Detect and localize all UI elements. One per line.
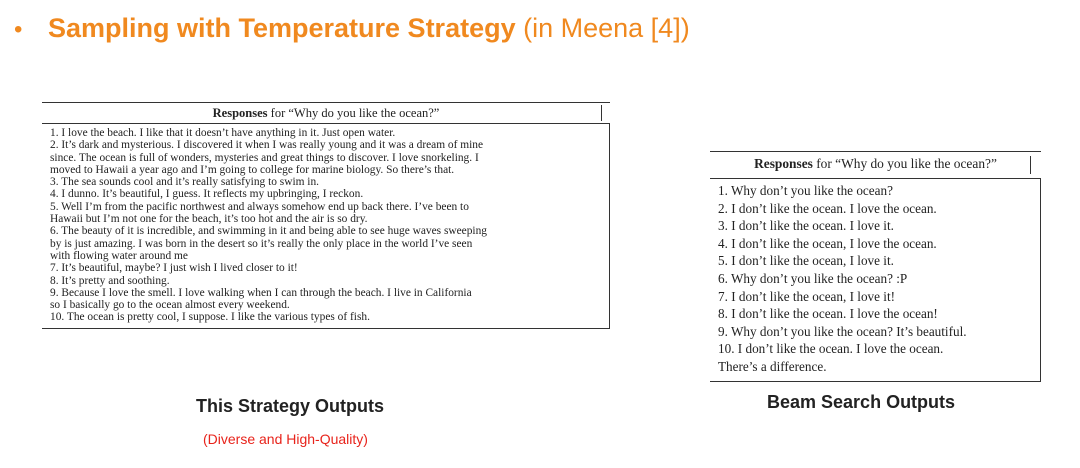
sampling-responses-table [42,102,610,329]
beam-search-responses-table [710,151,1041,382]
table-body [42,124,610,329]
response-line: 2. It’s dark and mysterious. I discovered it when I was really young and it was a dream of mine [50,139,484,152]
bullet-icon: • [14,16,23,43]
response-line: There’s a difference. [718,358,827,374]
response-line: 7. It’s beautiful, maybe? I just wish I lived closer to it! [50,262,298,275]
table-header [710,152,1041,179]
beam-search-caption: Beam Search Outputs [767,392,956,412]
response-line: 10. I don’t like the ocean. I love the ocean. [718,341,944,357]
slide-title-bold: Sampling with Temperature Strategy [48,13,516,43]
response-line: 10. The ocean is pretty cool, I suppose. I like the various types of fish. [50,311,370,324]
response-line: 4. I don’t like the ocean, I love the ocean. [718,235,937,251]
response-line: 8. I don’t like the ocean. I love the ocean! [718,306,938,322]
table-header-text: for “Why do you like the ocean?” [812,156,997,171]
response-line: 8. It’s pretty and soothing. [50,274,170,287]
response-line: 3. I don’t like the ocean. I love it. [718,218,894,234]
response-line: 6. The beauty of it is incredible, and swimming in it and being able to see huge waves sweeping [50,225,487,238]
header-divider [1030,156,1031,174]
response-line: 1. Why don’t you like the ocean? [718,183,893,198]
response-line: 1. I love the beach. I like that it doesn’t have anything in it. Just open water. [50,127,396,139]
table-body [710,179,1041,382]
response-line: 2. I don’t like the ocean. I love the ocean. [718,200,937,216]
response-line: moved to Hawaii a year ago and I’m going to college for marine biology. So there’s that. [50,163,455,176]
response-line: 9. Why don’t you like the ocean? It’s beautiful. [718,323,967,339]
table-header-bold: Responses [212,106,268,120]
response-line: 6. Why don’t you like the ocean? :P [718,270,908,286]
response-line: 5. I don’t like the ocean, I love it. [718,253,894,269]
slide-title-suffix: (in Meena [4]) [515,13,690,43]
sampling-note: (Diverse and High-Quality) [203,431,368,447]
slide-title [14,8,690,48]
response-line: Hawaii but I’m not one for the beach, it’s too hot and the air is so dry. [50,213,368,226]
response-line: 4. I dunno. It’s beautiful, I guess. It reflects my upbringing, I reckon. [50,188,364,201]
response-line: 3. The sea sounds cool and it’s really satisfying to swim in. [50,176,320,189]
table-header [42,103,610,124]
header-divider [601,105,602,121]
response-line: 9. Because I love the smell. I love walking when I can through the beach. I live in California [50,286,472,299]
table-header-bold: Responses [754,156,813,171]
response-line: 7. I don’t like the ocean, I love it! [718,288,896,304]
response-line: by is just amazing. I was born in the desert so it’s really the only place in the world I’ve seen [50,237,473,250]
response-line: so I basically go to the ocean almost every weekend. [50,299,290,312]
response-line: with flowing water around me [50,249,188,262]
response-line: since. The ocean is full of wonders, mysteries and great things to discover. I love snorkeling. I [50,151,479,164]
sampling-caption: This Strategy Outputs [196,396,385,416]
table-header-text: for “Why do you like the ocean?” [267,106,440,120]
response-line: 5. Well I’m from the pacific northwest and always somehow end up back there. I’ve been to [50,200,469,213]
